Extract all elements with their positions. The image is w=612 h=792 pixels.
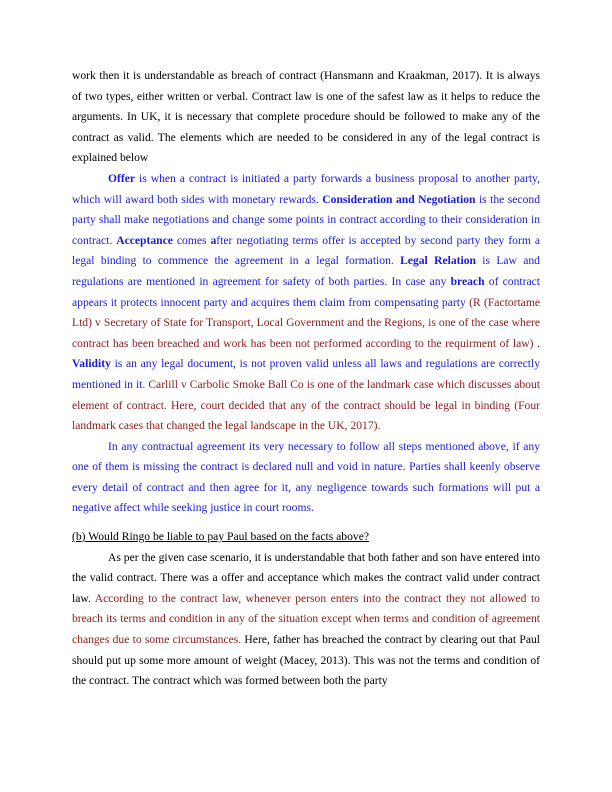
breach-text: of contract appears it protects innocent party and acquires them claim from compensating party: [72, 274, 540, 309]
acceptance-text-a: comes: [172, 233, 211, 247]
acceptance-text-c: fter negotiating terms offer is accepted by second party they form a legal binding to commence the agreement in a legal formation.: [72, 233, 540, 268]
case-factortame: (R (Factortame Ltd) v Secretary of State for Transport, Local Government and the Regions, is one of the case where contract has been breached and work has been not performed according to the requirment of law): [72, 295, 540, 350]
separator: .: [533, 336, 540, 350]
paragraph-ringo-liability: [72, 548, 540, 692]
term-consideration: Consideration and Negotiation: [322, 192, 476, 206]
term-breach: breach: [450, 274, 485, 288]
liability-text-c: Here, father has breached the contract by clearing out that Paul should put up some more amount of weight (Macey, 2013). This was not the terms and condition of the contract. The contract which was formed between both the party: [72, 633, 540, 688]
consideration-text: is the second party shall make negotiations and change some points in contract according to their consideration in contract.: [72, 192, 540, 247]
liability-text-b: According to the contract law, whenever person enters into the contract they not allowed to breach its terms and condition in any of the situation except when terms and condition of agreement changes due to some circumstances.: [72, 591, 540, 647]
term-offer: Offer: [108, 171, 136, 185]
term-acceptance: Acceptance: [116, 233, 173, 247]
legal-relation-text: is Law and regulations are mentioned in agreement for safety of both parties. In case any: [72, 254, 540, 288]
section-heading-b: (b) Would Ringo be liable to pay Paul based on the facts above?: [72, 530, 369, 544]
term-validity: Validity: [72, 357, 111, 371]
paragraph-contract-elements: [72, 169, 540, 437]
paragraph-contract-elements-intro: work then it is understandable as breach of contract (Hansmann and Kraakman, 2017). It is always of two types, either written or verbal. Contract law is one of the safest law as it helps to reduce the arguments. In UK, it is necessary that complete procedure should be followed to make any of the contract as valid. The elements which are needed to be considered in any of the legal contract is explained below: [72, 69, 540, 165]
term-legal-relation: Legal Relation: [400, 254, 476, 268]
validity-text: is an any legal document, is not proven valid unless all laws and regulations are correctly mentioned in it.: [72, 357, 540, 391]
liability-text-a: As per the given case scenario, it is understandable that both father and son have entered into the valid contract. There was a offer and acceptance which makes the contract valid under contract law.: [72, 550, 540, 605]
paragraph-contract-steps: In any contractual agreement its very necessary to follow all steps mentioned above, if any one of them is missing the contract is declared null and void in nature. Parties shall keenly observe every detail of contract and then agree for it, any negligence towards such formations will put a negative affect while seeking justice in court rooms.: [72, 439, 540, 515]
case-carlill: Carlill v Carbolic Smoke Ball Co is one of the landmark case which discusses about element of contract. Here, court decided that any of the contract should be legal in binding (Four landmark cases that changed the legal landscape in the UK, 2017).: [72, 377, 541, 433]
acceptance-text-b: a: [210, 233, 217, 247]
offer-text: is when a contract is initiated a party forwards a business proposal to another party, which will award both sides with monetary rewards.: [72, 171, 540, 206]
